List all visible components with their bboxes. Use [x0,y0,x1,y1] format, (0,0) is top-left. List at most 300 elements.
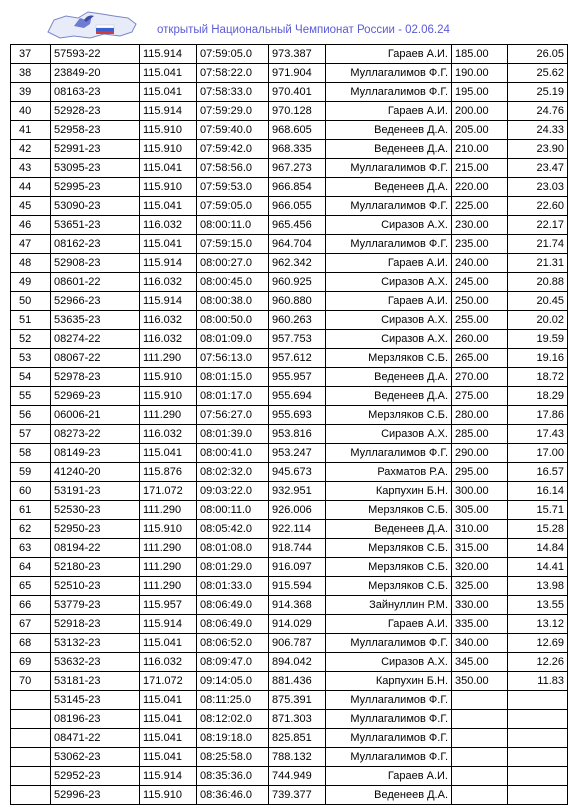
speed-cell: 914.029 [269,615,326,634]
points-cell: 23.47 [508,159,568,178]
distance-cell: 171.072 [140,482,197,501]
table-row [11,463,568,482]
points-cell: 16.57 [508,463,568,482]
fancier-name-cell: Мерзляков С.Б. [326,501,452,520]
coefficient-cell [452,786,508,805]
table-row [11,197,568,216]
place-cell: 51 [11,311,51,330]
points-cell: 25.62 [508,64,568,83]
table-row [11,330,568,349]
coefficient-cell: 250.00 [452,292,508,311]
ring-number-cell: 08273-22 [51,425,140,444]
table-row [11,64,568,83]
speed-cell: 966.854 [269,178,326,197]
ring-number-cell: 52952-23 [51,767,140,786]
distance-cell: 116.032 [140,216,197,235]
arrival-time-cell: 08:01:08.0 [197,539,269,558]
speed-cell: 871.303 [269,710,326,729]
table-row [11,577,568,596]
ring-number-cell: 53062-23 [51,748,140,767]
place-cell: 50 [11,292,51,311]
place-cell [11,729,51,748]
fancier-name-cell: Гараев А.И. [326,254,452,273]
fancier-name-cell: Муллагалимов Ф.Г. [326,159,452,178]
place-cell: 63 [11,539,51,558]
points-cell: 14.84 [508,539,568,558]
speed-cell: 926.006 [269,501,326,520]
coefficient-cell: 285.00 [452,425,508,444]
speed-cell: 955.693 [269,406,326,425]
fancier-name-cell: Мерзляков С.Б. [326,406,452,425]
arrival-time-cell: 08:05:42.0 [197,520,269,539]
points-cell: 19.16 [508,349,568,368]
speed-cell: 915.594 [269,577,326,596]
table-row [11,387,568,406]
fancier-name-cell: Муллагалимов Ф.Г. [326,691,452,710]
speed-cell: 894.042 [269,653,326,672]
coefficient-cell: 350.00 [452,672,508,691]
table-row [11,653,568,672]
distance-cell: 115.910 [140,140,197,159]
coefficient-cell: 315.00 [452,539,508,558]
points-cell: 22.60 [508,197,568,216]
place-cell: 55 [11,387,51,406]
arrival-time-cell: 07:59:53.0 [197,178,269,197]
arrival-time-cell: 08:01:09.0 [197,330,269,349]
ring-number-cell: 53095-23 [51,159,140,178]
points-cell [508,710,568,729]
coefficient-cell: 205.00 [452,121,508,140]
arrival-time-cell: 08:06:52.0 [197,634,269,653]
results-table-body [11,45,568,805]
place-cell: 66 [11,596,51,615]
distance-cell: 111.290 [140,539,197,558]
speed-cell: 955.694 [269,387,326,406]
distance-cell: 115.914 [140,102,197,121]
fancier-name-cell: Веденеев Д.А. [326,387,452,406]
ring-number-cell: 53779-23 [51,596,140,615]
distance-cell: 115.041 [140,159,197,178]
points-cell: 15.71 [508,501,568,520]
arrival-time-cell: 08:00:50.0 [197,311,269,330]
points-cell [508,786,568,805]
distance-cell: 115.910 [140,520,197,539]
arrival-time-cell: 07:59:29.0 [197,102,269,121]
coefficient-cell: 340.00 [452,634,508,653]
distance-cell: 115.041 [140,729,197,748]
fancier-name-cell: Гараев А.И. [326,45,452,64]
ring-number-cell: 08067-22 [51,349,140,368]
points-cell: 12.69 [508,634,568,653]
fancier-name-cell: Сиразов А.Х. [326,311,452,330]
arrival-time-cell: 07:56:27.0 [197,406,269,425]
coefficient-cell: 230.00 [452,216,508,235]
ring-number-cell: 08149-23 [51,444,140,463]
ring-number-cell: 52969-23 [51,387,140,406]
arrival-time-cell: 09:14:05.0 [197,672,269,691]
arrival-time-cell: 08:35:36.0 [197,767,269,786]
distance-cell: 115.910 [140,121,197,140]
coefficient-cell: 310.00 [452,520,508,539]
points-cell: 20.45 [508,292,568,311]
points-cell: 17.00 [508,444,568,463]
arrival-time-cell: 08:12:02.0 [197,710,269,729]
fancier-name-cell: Муллагалимов Ф.Г. [326,634,452,653]
arrival-time-cell: 08:00:11.0 [197,501,269,520]
ring-number-cell: 52180-23 [51,558,140,577]
fancier-name-cell: Веденеев Д.А. [326,178,452,197]
table-row [11,159,568,178]
table-row [11,254,568,273]
fancier-name-cell: Мерзляков С.Б. [326,577,452,596]
arrival-time-cell: 08:00:27.0 [197,254,269,273]
ring-number-cell: 53635-23 [51,311,140,330]
points-cell: 20.88 [508,273,568,292]
distance-cell: 111.290 [140,349,197,368]
arrival-time-cell: 08:01:15.0 [197,368,269,387]
coefficient-cell: 265.00 [452,349,508,368]
fancier-name-cell: Гараев А.И. [326,292,452,311]
speed-cell: 932.951 [269,482,326,501]
results-table [10,44,568,805]
ring-number-cell: 08196-23 [51,710,140,729]
points-cell: 26.05 [508,45,568,64]
place-cell: 49 [11,273,51,292]
table-row [11,368,568,387]
distance-cell: 115.041 [140,634,197,653]
table-row [11,748,568,767]
distance-cell: 115.914 [140,254,197,273]
distance-cell: 115.041 [140,235,197,254]
distance-cell: 116.032 [140,330,197,349]
place-cell: 43 [11,159,51,178]
coefficient-cell: 275.00 [452,387,508,406]
ring-number-cell: 52995-23 [51,178,140,197]
points-cell: 19.59 [508,330,568,349]
coefficient-cell: 270.00 [452,368,508,387]
place-cell: 40 [11,102,51,121]
table-row [11,444,568,463]
arrival-time-cell: 07:59:40.0 [197,121,269,140]
table-row [11,482,568,501]
fancier-name-cell: Муллагалимов Ф.Г. [326,729,452,748]
place-cell: 57 [11,425,51,444]
place-cell: 54 [11,368,51,387]
table-row [11,520,568,539]
place-cell: 65 [11,577,51,596]
place-cell: 56 [11,406,51,425]
place-cell: 53 [11,349,51,368]
fancier-name-cell: Муллагалимов Ф.Г. [326,710,452,729]
place-cell: 44 [11,178,51,197]
speed-cell: 955.957 [269,368,326,387]
coefficient-cell: 200.00 [452,102,508,121]
table-row [11,140,568,159]
place-cell [11,691,51,710]
place-cell: 41 [11,121,51,140]
distance-cell: 115.910 [140,786,197,805]
distance-cell: 115.041 [140,710,197,729]
points-cell: 13.55 [508,596,568,615]
points-cell: 23.03 [508,178,568,197]
table-row [11,45,568,64]
ring-number-cell: 53651-23 [51,216,140,235]
table-row [11,178,568,197]
ring-number-cell: 53632-23 [51,653,140,672]
distance-cell: 116.032 [140,425,197,444]
fancier-name-cell: Муллагалимов Ф.Г. [326,444,452,463]
points-cell: 15.28 [508,520,568,539]
coefficient-cell: 185.00 [452,45,508,64]
fancier-name-cell: Рахматов Р.А. [326,463,452,482]
fancier-name-cell: Зайнуллин Р.М. [326,596,452,615]
ring-number-cell: 52991-23 [51,140,140,159]
place-cell [11,786,51,805]
arrival-time-cell: 08:01:29.0 [197,558,269,577]
distance-cell: 115.914 [140,45,197,64]
fancier-name-cell: Мерзляков С.Б. [326,558,452,577]
coefficient-cell [452,729,508,748]
arrival-time-cell: 08:00:38.0 [197,292,269,311]
arrival-time-cell: 08:11:25.0 [197,691,269,710]
table-row [11,292,568,311]
points-cell: 21.31 [508,254,568,273]
place-cell: 58 [11,444,51,463]
arrival-time-cell: 08:02:32.0 [197,463,269,482]
points-cell: 18.72 [508,368,568,387]
fancier-name-cell: Сиразов А.Х. [326,330,452,349]
points-cell [508,767,568,786]
place-cell [11,767,51,786]
arrival-time-cell: 08:01:17.0 [197,387,269,406]
arrival-time-cell: 08:25:58.0 [197,748,269,767]
speed-cell: 973.387 [269,45,326,64]
distance-cell: 115.041 [140,748,197,767]
fancier-name-cell: Веденеев Д.А. [326,140,452,159]
distance-cell: 115.041 [140,197,197,216]
place-cell: 48 [11,254,51,273]
points-cell: 25.19 [508,83,568,102]
table-row [11,634,568,653]
speed-cell: 906.787 [269,634,326,653]
ring-number-cell: 52950-23 [51,520,140,539]
arrival-time-cell: 07:59:05.0 [197,45,269,64]
distance-cell: 115.041 [140,691,197,710]
distance-cell: 116.032 [140,311,197,330]
coefficient-cell: 235.00 [452,235,508,254]
speed-cell: 965.456 [269,216,326,235]
ring-number-cell: 52908-23 [51,254,140,273]
table-row [11,710,568,729]
arrival-time-cell: 08:19:18.0 [197,729,269,748]
speed-cell: 953.247 [269,444,326,463]
distance-cell: 111.290 [140,577,197,596]
coefficient-cell: 305.00 [452,501,508,520]
place-cell: 70 [11,672,51,691]
arrival-time-cell: 08:36:46.0 [197,786,269,805]
speed-cell: 739.377 [269,786,326,805]
place-cell: 45 [11,197,51,216]
distance-cell: 111.290 [140,406,197,425]
ring-number-cell: 52530-23 [51,501,140,520]
speed-cell: 962.342 [269,254,326,273]
speed-cell: 957.612 [269,349,326,368]
distance-cell: 115.876 [140,463,197,482]
points-cell: 21.74 [508,235,568,254]
points-cell: 17.86 [508,406,568,425]
coefficient-cell: 225.00 [452,197,508,216]
arrival-time-cell: 08:00:45.0 [197,273,269,292]
fancier-name-cell: Гараев А.И. [326,615,452,634]
ring-number-cell: 08274-22 [51,330,140,349]
ring-number-cell: 08471-22 [51,729,140,748]
speed-cell: 788.132 [269,748,326,767]
distance-cell: 115.041 [140,64,197,83]
speed-cell: 967.273 [269,159,326,178]
distance-cell: 115.914 [140,615,197,634]
arrival-time-cell: 07:58:56.0 [197,159,269,178]
distance-cell: 115.914 [140,292,197,311]
points-cell: 13.12 [508,615,568,634]
ring-number-cell: 52996-23 [51,786,140,805]
place-cell: 39 [11,83,51,102]
points-cell: 18.29 [508,387,568,406]
points-cell: 22.17 [508,216,568,235]
speed-cell: 957.753 [269,330,326,349]
coefficient-cell [452,767,508,786]
ring-number-cell: 53181-23 [51,672,140,691]
fancier-name-cell: Муллагалимов Ф.Г. [326,235,452,254]
arrival-time-cell: 08:01:33.0 [197,577,269,596]
place-cell: 59 [11,463,51,482]
fancier-name-cell: Гараев А.И. [326,767,452,786]
place-cell: 42 [11,140,51,159]
speed-cell: 960.880 [269,292,326,311]
points-cell: 16.14 [508,482,568,501]
fancier-name-cell: Веденеев Д.А. [326,368,452,387]
coefficient-cell: 190.00 [452,64,508,83]
distance-cell: 115.957 [140,596,197,615]
table-row [11,273,568,292]
points-cell: 11.83 [508,672,568,691]
arrival-time-cell: 07:58:33.0 [197,83,269,102]
arrival-time-cell: 07:56:13.0 [197,349,269,368]
fancier-name-cell: Мерзляков С.Б. [326,539,452,558]
ring-number-cell: 52978-23 [51,368,140,387]
table-row [11,102,568,121]
distance-cell: 115.910 [140,368,197,387]
ring-number-cell: 08163-23 [51,83,140,102]
ring-number-cell: 23849-20 [51,64,140,83]
table-row [11,425,568,444]
fancier-name-cell: Муллагалимов Ф.Г. [326,748,452,767]
speed-cell: 922.114 [269,520,326,539]
arrival-time-cell: 08:06:49.0 [197,615,269,634]
table-row [11,83,568,102]
ring-number-cell: 52958-23 [51,121,140,140]
table-row [11,501,568,520]
speed-cell: 914.368 [269,596,326,615]
fancier-name-cell: Гараев А.И. [326,102,452,121]
place-cell: 67 [11,615,51,634]
ring-number-cell: 52510-23 [51,577,140,596]
arrival-time-cell: 08:09:47.0 [197,653,269,672]
points-cell [508,748,568,767]
table-row [11,691,568,710]
distance-cell: 115.041 [140,83,197,102]
table-row [11,786,568,805]
fancier-name-cell: Сиразов А.Х. [326,273,452,292]
speed-cell: 875.391 [269,691,326,710]
table-row [11,615,568,634]
distance-cell: 116.032 [140,273,197,292]
table-row [11,235,568,254]
arrival-time-cell: 09:03:22.0 [197,482,269,501]
fancier-name-cell: Муллагалимов Ф.Г. [326,64,452,83]
coefficient-cell: 215.00 [452,159,508,178]
place-cell [11,748,51,767]
table-row [11,767,568,786]
coefficient-cell [452,691,508,710]
arrival-time-cell: 07:59:42.0 [197,140,269,159]
pigeon-russia-map-logo [44,6,140,42]
coefficient-cell: 320.00 [452,558,508,577]
place-cell: 64 [11,558,51,577]
fancier-name-cell: Веденеев Д.А. [326,786,452,805]
speed-cell: 971.904 [269,64,326,83]
distance-cell: 115.914 [140,767,197,786]
coefficient-cell: 220.00 [452,178,508,197]
table-row [11,349,568,368]
points-cell: 17.43 [508,425,568,444]
coefficient-cell: 325.00 [452,577,508,596]
speed-cell: 953.816 [269,425,326,444]
arrival-time-cell: 07:58:22.0 [197,64,269,83]
fancier-name-cell: Веденеев Д.А. [326,520,452,539]
place-cell [11,710,51,729]
speed-cell: 825.851 [269,729,326,748]
table-row [11,121,568,140]
table-row [11,311,568,330]
distance-cell: 111.290 [140,558,197,577]
speed-cell: 881.436 [269,672,326,691]
points-cell: 14.41 [508,558,568,577]
speed-cell: 960.925 [269,273,326,292]
arrival-time-cell: 08:00:41.0 [197,444,269,463]
points-cell: 23.90 [508,140,568,159]
ring-number-cell: 53090-23 [51,197,140,216]
fancier-name-cell: Веденеев Д.А. [326,121,452,140]
points-cell: 24.76 [508,102,568,121]
distance-cell: 115.910 [140,387,197,406]
distance-cell: 115.041 [140,444,197,463]
fancier-name-cell: Сиразов А.Х. [326,216,452,235]
table-row [11,672,568,691]
fancier-name-cell: Муллагалимов Ф.Г. [326,197,452,216]
coefficient-cell [452,748,508,767]
table-row [11,596,568,615]
speed-cell: 960.263 [269,311,326,330]
coefficient-cell: 300.00 [452,482,508,501]
place-cell: 61 [11,501,51,520]
coefficient-cell: 260.00 [452,330,508,349]
ring-number-cell: 41240-20 [51,463,140,482]
place-cell: 52 [11,330,51,349]
ring-number-cell: 52966-23 [51,292,140,311]
ring-number-cell: 08601-22 [51,273,140,292]
place-cell: 62 [11,520,51,539]
ring-number-cell: 53191-23 [51,482,140,501]
